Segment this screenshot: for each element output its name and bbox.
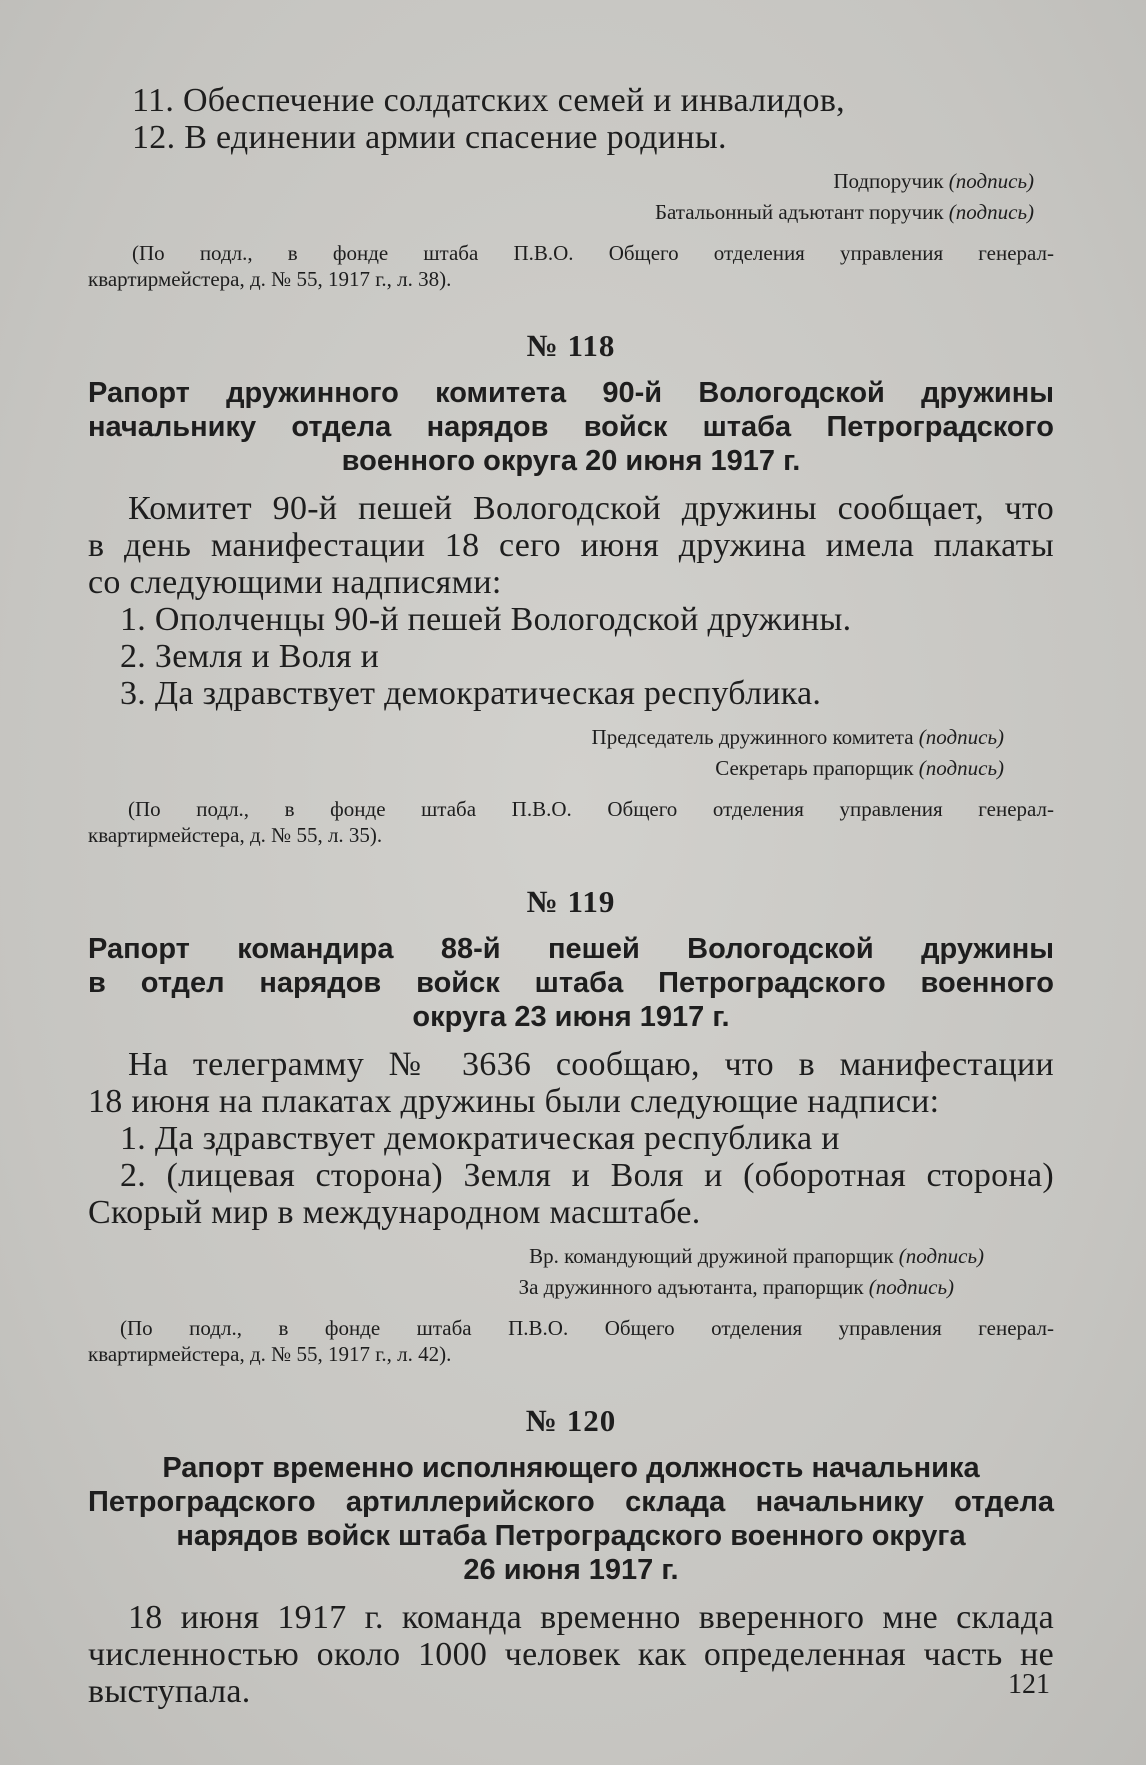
document-body: Комитет 90-й пешей Вологодской дружины сообщает, что в день манифестации 18 сего июня дружина имела плакаты со следующими надписями: — [88, 490, 1054, 601]
list-item: 2. Земля и Воля и — [120, 638, 380, 675]
signature-line: Батальонный адъютант поручик (подпись) — [654, 200, 1034, 224]
document-title: Рапорт командира 88-й пешей Вологодской дружины в отдел нарядов войск штаба Петроградского военного округа 23 июня 1917 г. — [88, 933, 1054, 1033]
poster-list — [88, 1120, 1054, 1231]
list-item-continuation: Скорый мир в международном масштабе. — [88, 1194, 701, 1231]
signature-line: За дружинного адъютанта, прапорщик (подпись) — [518, 1275, 954, 1299]
top-list — [88, 82, 1054, 156]
signature-line: Секретарь прапорщик (подпись) — [715, 756, 1004, 780]
document-number: № 118 — [526, 328, 616, 363]
document-title: Рапорт дружинного комитета 90-й Вологодской дружины начальнику отдела нарядов войск штаба Петроградского военного округа 20 июня 1917 г. — [88, 377, 1054, 477]
document-body: 18 июня 1917 г. команда временно вверенного мне склада численностью около 1000 человек как определенная часть не выступала. — [88, 1599, 1054, 1710]
signature-line: Председатель дружинного комитета (подпись) — [591, 725, 1004, 749]
list-item: 11. Обеспечение солдатских семей и инвалидов, — [132, 82, 845, 119]
list-item: 2. (лицевая сторона) Земля и Воля и (оборотная сторона) — [120, 1157, 1054, 1194]
source-note: (По подл., в фонде штаба П.В.О. Общего отделения управления генерал- квартирмейстера, д. № 55, 1917 г., л. 42). — [88, 1316, 1054, 1366]
source-note: (По подл., в фонде штаба П.В.О. Общего отделения управления генерал- квартирмейстера, д. № 55, л. 35). — [88, 797, 1054, 847]
signature-line: Подпоручик (подпись) — [833, 169, 1034, 193]
top-signatures — [88, 166, 1054, 228]
page-number: 121 — [1008, 1669, 1050, 1700]
poster-list — [88, 601, 1054, 712]
signature-line: Вр. командующий дружиной прапорщик (подпись) — [529, 1244, 984, 1268]
list-item: 1. Ополченцы 90-й пешей Вологодской дружины. — [120, 601, 852, 638]
signatures — [88, 1241, 1054, 1303]
list-item: 3. Да здравствует демократическая республика. — [120, 675, 822, 712]
source-note: (По подл., в фонде штаба П.В.О. Общего отделения управления генерал- квартирмейстера, д. № 55, 1917 г., л. 38). — [88, 241, 1054, 291]
document-body: На телеграмму № 3636 сообщаю, что в манифестации 18 июня на плакатах дружины были следующие надписи: — [88, 1046, 1054, 1120]
signatures — [88, 722, 1054, 784]
document-title: Рапорт временно исполняющего должность начальника Петроградского артиллерийского склада начальнику отдела нарядов войск штаба Петроградского военного округа 26 июня 1917 г. — [88, 1452, 1054, 1586]
list-item: 12. В единении армии спасение родины. — [132, 119, 727, 156]
list-item: 1. Да здравствует демократическая республика и — [120, 1120, 840, 1157]
document-number: № 119 — [526, 884, 616, 919]
document-number: № 120 — [525, 1403, 617, 1438]
